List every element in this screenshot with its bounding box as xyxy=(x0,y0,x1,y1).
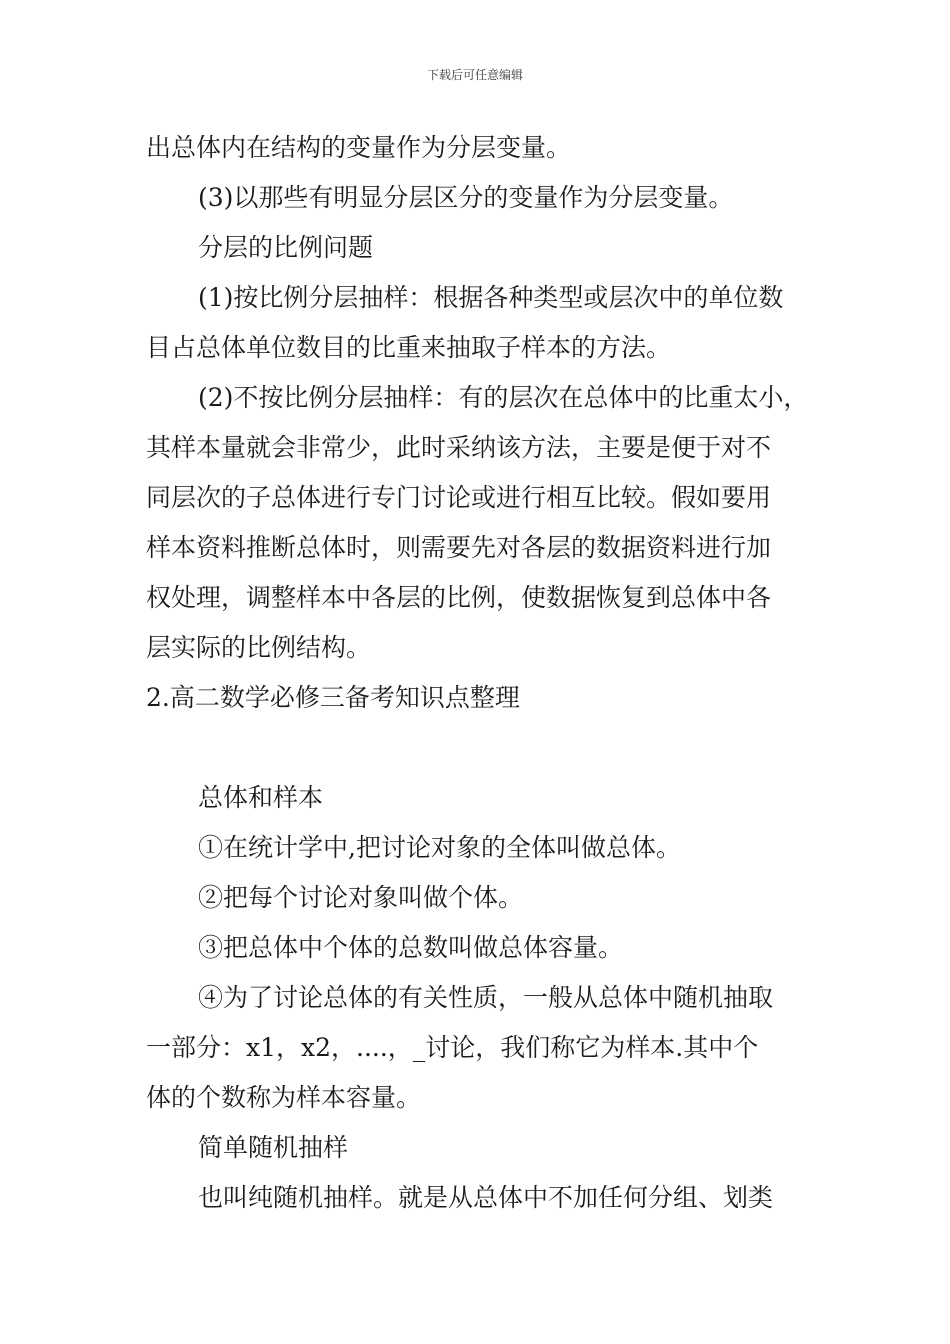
section-heading: 分层的比例问题 xyxy=(198,233,374,262)
page-header: 下载后可任意编辑 xyxy=(426,68,523,82)
paragraph-line: 同层次的子总体进行专门讨论或进行相互比较。假如要用 xyxy=(146,483,772,512)
section-heading: 简单随机抽样 xyxy=(198,1133,349,1162)
paragraph-line: 层实际的比例结构。 xyxy=(146,633,372,662)
list-item: ②把每个讨论对象叫做个体。 xyxy=(198,883,524,912)
paragraph-line: 一部分：x1，x2，....，_讨论，我们称它为样本.其中个 xyxy=(146,1033,759,1062)
paragraph-line: (2)不按比例分层抽样：有的层次在总体中的比重太小， xyxy=(198,383,809,412)
list-item: ③把总体中个体的总数叫做总体容量。 xyxy=(198,933,624,962)
paragraph-line: 出总体内在结构的变量作为分层变量。 xyxy=(146,133,572,162)
paragraph-line: 体的个数称为样本容量。 xyxy=(146,1083,422,1112)
paragraph-line: 也叫纯随机抽样。就是从总体中不加任何分组、划类 xyxy=(198,1183,774,1212)
list-item: ④为了讨论总体的有关性质，一般从总体中随机抽取 xyxy=(198,983,774,1012)
section-heading: 总体和样本 xyxy=(198,783,324,812)
paragraph-line: 其样本量就会非常少，此时采纳该方法，主要是便于对不 xyxy=(146,433,772,462)
paragraph-line: 权处理，调整样本中各层的比例，使数据恢复到总体中各 xyxy=(146,583,772,612)
paragraph-line: (1)按比例分层抽样：根据各种类型或层次中的单位数 xyxy=(198,283,784,312)
section-title: 2.高二数学必修三备考知识点整理 xyxy=(146,683,520,712)
list-item: ①在统计学中,把讨论对象的全体叫做总体。 xyxy=(198,833,681,862)
paragraph-line: (3)以那些有明显分层区分的变量作为分层变量。 xyxy=(198,183,734,212)
paragraph-line: 目占总体单位数目的比重来抽取子样本的方法。 xyxy=(146,333,672,362)
paragraph-line: 样本资料推断总体时，则需要先对各层的数据资料进行加 xyxy=(146,533,772,562)
